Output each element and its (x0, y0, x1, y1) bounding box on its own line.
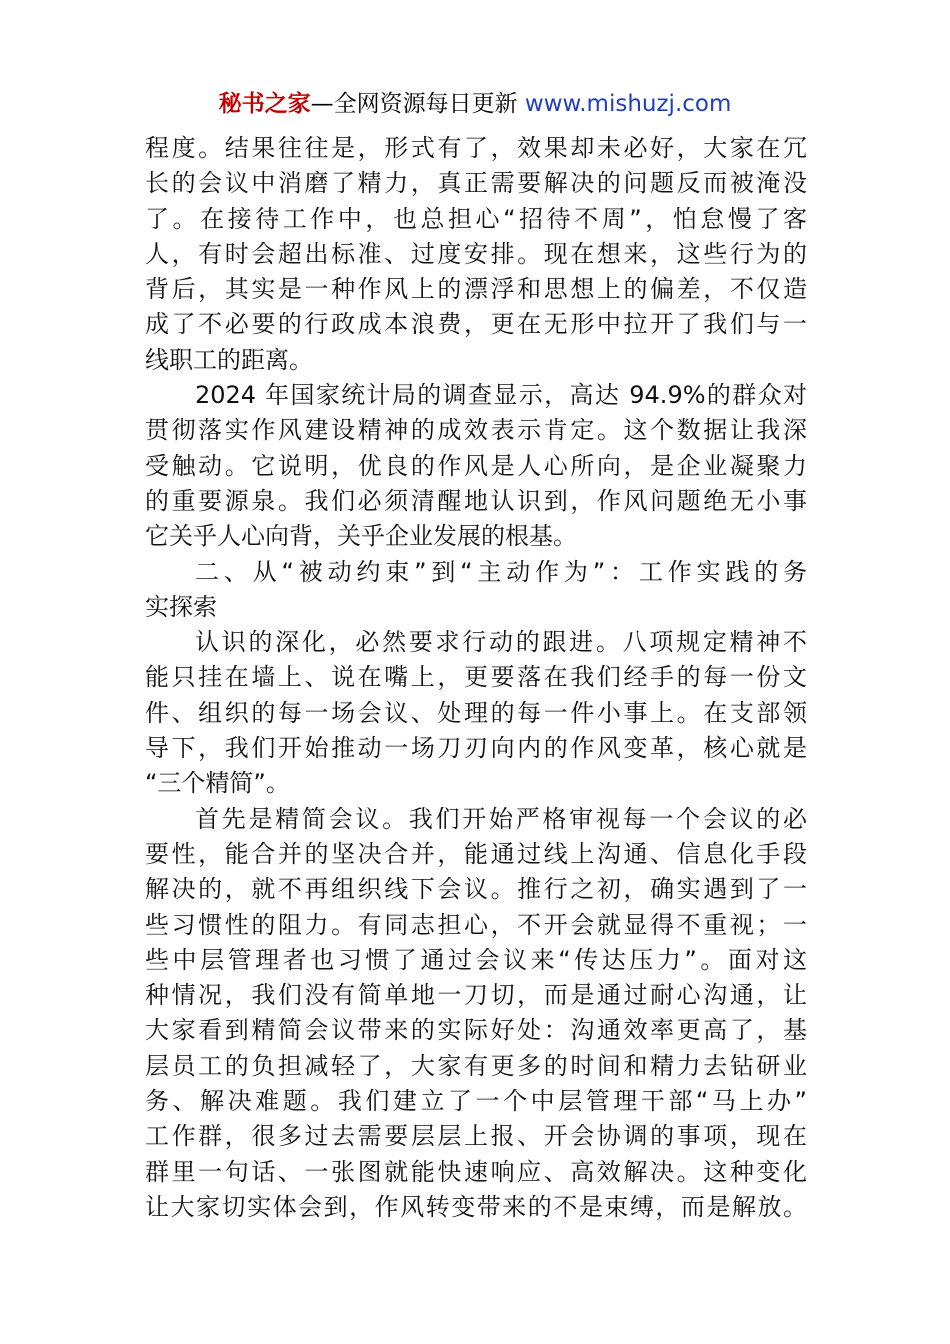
text-line: 背后，其实是一种作风上的漂浮和思想上的偏差，不仅造 (145, 275, 807, 304)
text-line: 人，有时会超出标准、过度安排。现在想来，这些行为的 (145, 239, 807, 268)
text-line: 长的会议中消磨了精力，真正需要解决的问题反而被淹没 (145, 169, 807, 198)
text-line: 群里一句话、一张图就能快速响应、高效解决。这种变化 (145, 1157, 807, 1186)
site-url-link[interactable]: www.mishuzj.com (524, 91, 732, 117)
text-line: 要性，能合并的坚决合并，能通过线上沟通、信息化手段 (145, 839, 807, 868)
text-line: 件、组织的每一场会议、处理的每一件小事上。在支部领 (145, 698, 807, 727)
text-line: 解决的，就不再组织线下会议。推行之初，确实遇到了一 (145, 875, 807, 904)
text-line: 的重要源泉。我们必须清醒地认识到，作风问题绝无小事 (145, 486, 807, 515)
text-line: 实探索 (145, 592, 217, 621)
text-line: 它关乎人心向背，关乎企业发展的根基。 (145, 522, 577, 551)
text-line: 首先是精简会议。我们开始严格审视每一个会议的必 (195, 804, 807, 833)
text-line: 能只挂在墙上、说在嘴上，更要落在我们经手的每一份文 (145, 663, 807, 692)
header-tagline: —全网资源每日更新 (310, 91, 518, 117)
text-line: 务、解决难题。我们建立了一个中层管理干部“马上办” (145, 1087, 807, 1116)
text-line: “三个精简”。 (145, 769, 290, 798)
text-line: 些中层管理者也习惯了通过会议来“传达压力”。面对这 (145, 945, 807, 974)
site-header (0, 86, 950, 122)
document-body (145, 131, 807, 1225)
text-line: 贯彻落实作风建设精神的成效表示肯定。这个数据让我深 (145, 416, 807, 445)
text-line: 2024 年国家统计局的调查显示，高达 94.9%的群众对 (195, 381, 807, 410)
text-line: 线职工的距离。 (145, 345, 313, 374)
text-line: 成了不必要的行政成本浪费，更在无形中拉开了我们与一 (145, 310, 807, 339)
text-line: 二、从“被动约束”到“主动作为”：工作实践的务 (195, 557, 807, 586)
text-line: 认识的深化，必然要求行动的跟进。八项规定精神不 (195, 628, 807, 657)
text-line: 程度。结果往往是，形式有了，效果却未必好，大家在冗 (145, 134, 807, 162)
brand-name: 秘书之家 (218, 91, 311, 117)
text-line: 种情况，我们没有简单地一刀切，而是通过耐心沟通，让 (145, 981, 807, 1010)
text-line: 些习惯性的阻力。有同志担心，不开会就显得不重视；一 (145, 910, 807, 939)
text-line: 大家看到精简会议带来的实际好处：沟通效率更高了，基 (145, 1016, 807, 1045)
text-line: 层员工的负担减轻了，大家有更多的时间和精力去钻研业 (145, 1051, 807, 1080)
text-line: 工作群，很多过去需要层层上报、开会协调的事项，现在 (145, 1122, 807, 1151)
text-line: 受触动。它说明，优良的作风是人心所向，是企业凝聚力 (145, 451, 807, 480)
text-line: 让大家切实体会到，作风转变带来的不是束缚，而是解放。 (145, 1192, 807, 1221)
text-line: 了。在接待工作中，也总担心“招待不周”，怕怠慢了客 (145, 204, 807, 233)
text-line: 导下，我们开始推动一场刀刃向内的作风变革，核心就是 (145, 734, 807, 763)
